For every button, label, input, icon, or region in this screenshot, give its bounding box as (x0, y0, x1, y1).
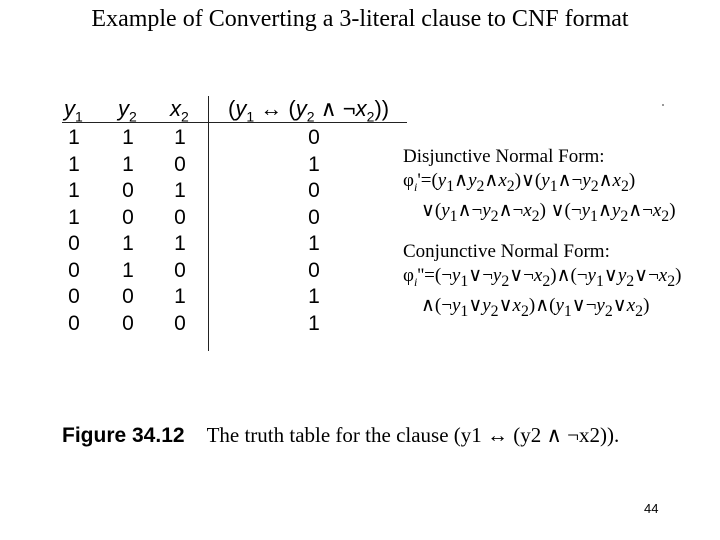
table-cell: 1 (174, 126, 186, 149)
table-cell: 0 (174, 258, 186, 282)
table-cell: 0 (122, 311, 134, 335)
table-cell: 1 (68, 126, 80, 149)
table-cell: 1 (68, 152, 80, 176)
table-cell: 0 (68, 311, 80, 335)
page-number: 44 (644, 501, 659, 516)
header-x2: $x_2$ (170, 96, 189, 125)
column-divider (208, 96, 209, 351)
dnf-formula-line-1: $\varphi_i'=(y_1\wedge y_2\wedge x_2)\vee(y_1\wedge\neg y_2\wedge x_2)$ (403, 169, 636, 195)
cnf-formula-line-1: $\varphi_i''=(\neg y_1\vee\neg y_2\vee\neg x_2)\wedge(\neg y_1\vee y_2\vee\neg x_2)$ (403, 264, 682, 290)
table-cell: 1 (174, 285, 186, 308)
scan-speck (662, 104, 664, 106)
truth-table (62, 96, 402, 351)
slide-title: Example of Converting a 3-literal clause to CNF format (91, 6, 629, 32)
table-cell: 1 (174, 232, 186, 255)
header-result: ($y_1$ ↔ ($y_2$ ∧ $\neg x_2$)) (228, 96, 390, 125)
normal-forms (403, 145, 681, 323)
table-cell: 0 (174, 152, 186, 176)
table-cell: 1 (122, 152, 134, 176)
table-cell: 0 (308, 258, 320, 282)
table-cell: 1 (308, 285, 320, 308)
cnf-heading: Conjunctive Normal Form: (403, 241, 610, 263)
dnf-heading: Disjunctive Normal Form: (403, 146, 605, 167)
figure-label: Figure 34.12 (62, 424, 185, 447)
table-cell: 0 (308, 179, 320, 202)
table-cell: 1 (308, 152, 320, 176)
cnf-formula-line-2: $\wedge(\neg y_1\vee y_2\vee x_2)\wedge(y_1\vee\neg y_2\vee x_2)$ (421, 294, 650, 320)
table-cell: 1 (68, 205, 80, 229)
table-cell: 0 (68, 285, 80, 308)
table-cell: 0 (122, 285, 134, 308)
table-cell: 1 (68, 179, 80, 202)
table-cell: 1 (308, 311, 320, 335)
table-cell: 0 (122, 179, 134, 202)
table-cell: 0 (308, 126, 320, 149)
header-y1: $y_1$ (64, 96, 83, 125)
table-cell: 1 (174, 179, 186, 202)
dnf-formula-line-2: $\vee(y_1\wedge\neg y_2\wedge\neg x_2)$ $\vee(\neg y_1\wedge y_2\wedge\neg x_2)$ (421, 199, 676, 225)
header-divider (62, 122, 407, 123)
table-cell: 0 (122, 205, 134, 229)
table-cell: 0 (68, 232, 80, 255)
figure-caption-text: The truth table for the clause (y1 ↔ (y2 ∧ ¬x2)). (206, 423, 620, 447)
table-cell: 0 (174, 311, 186, 335)
table-cell: 1 (122, 232, 134, 255)
table-cell: 0 (308, 205, 320, 229)
header-y2: $y_2$ (118, 96, 137, 125)
table-cell: 0 (174, 205, 186, 229)
table-cell: 0 (68, 258, 80, 282)
table-cell: 1 (122, 258, 134, 282)
table-cell: 1 (122, 126, 134, 149)
table-cell: 1 (308, 232, 320, 255)
figure-caption (62, 423, 619, 448)
